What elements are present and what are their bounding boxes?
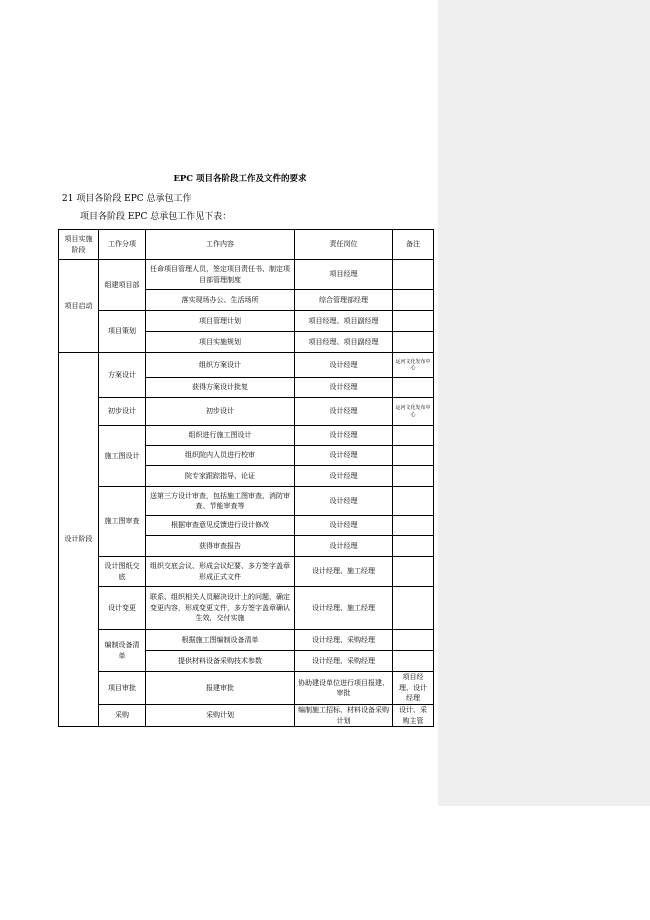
subitem-cell: 项目策划 [99, 311, 146, 353]
role-cell: 综合管理部经理 [295, 290, 393, 311]
content-cell: 初步设计 [146, 398, 295, 426]
role-cell: 项目经理、项目副经理 [295, 311, 393, 332]
table-row [59, 630, 434, 651]
content-cell: 任命项目管理人员，签定项目责任书、制定项目部管理制度 [146, 260, 295, 290]
table-header-row [59, 230, 434, 260]
content-cell: 院专家跟踪指导、论证 [146, 466, 295, 487]
document-title: EPC 项目各阶段工作及文件的要求 [173, 174, 307, 184]
content-cell: 提供材料设备采购技术参数 [146, 651, 295, 672]
role-cell: 设计经理、施工经理 [295, 587, 393, 630]
subitem-cell: 采购计划 [146, 705, 295, 727]
role-cell: 设计经理、施工经理 [295, 557, 393, 587]
subitem-cell: 设计图纸交底 [99, 557, 146, 587]
header-stage: 项目实施阶段 [59, 230, 99, 260]
remark-cell [393, 378, 434, 398]
remark-cell: 运河文化发布中心 [393, 398, 434, 426]
remark-cell: 运河文化发布中心 [393, 353, 434, 378]
remark-cell [393, 446, 434, 466]
role-cell: 项目经理、设计经理 [393, 672, 434, 705]
content-cell: 联系、组织相关人员解决设计上的问题，确定变更内容，形成变更文件，多方签字盖章确认生效，交付实施 [146, 587, 295, 630]
remark-cell [393, 332, 434, 353]
table-row [59, 353, 434, 378]
role-cell: 项目经理 [295, 260, 393, 290]
content-cell: 落实现场办公、生活场所 [146, 290, 295, 311]
remark-cell [393, 587, 434, 630]
remark-cell [393, 290, 434, 311]
subitem-cell: 初步设计 [99, 398, 146, 426]
subitem-cell: 编制设备清单 [99, 630, 146, 672]
content-cell: 获得方案设计批复 [146, 378, 295, 398]
content-cell: 组织交底会议、形成会议纪要、多方签字盖章形成正式文件 [146, 557, 295, 587]
header-remark: 备注 [393, 230, 434, 260]
subitem-cell: 报建审批 [146, 672, 295, 705]
role-cell: 项目经理、项目副经理 [295, 332, 393, 353]
section-heading: 21 项目各阶段 EPC 总承包工作 [62, 194, 192, 204]
table-row [59, 587, 434, 630]
content-cell: 组织方案设计 [146, 353, 295, 378]
role-cell: 设计经理 [295, 466, 393, 487]
content-cell: 项目管理计划 [146, 311, 295, 332]
remark-cell [393, 651, 434, 672]
subitem-cell: 设计变更 [99, 587, 146, 630]
table-row [59, 311, 434, 332]
content-cell: 根据审查意见反馈进行设计修改 [146, 516, 295, 536]
remark-cell [393, 516, 434, 536]
remark-cell [393, 487, 434, 516]
subitem-cell: 组建项目部 [99, 260, 146, 311]
content-cell: 协助建设单位进行项目报建、审批 [295, 672, 393, 705]
role-cell: 设计经理 [295, 516, 393, 536]
content-cell: 编制施工招标、材料设备采购计划 [295, 705, 393, 727]
role-cell: 设计经理 [295, 536, 393, 557]
remark-cell [393, 466, 434, 487]
header-content: 工作内容 [146, 230, 295, 260]
stage-cell: 采购 [99, 705, 146, 727]
content-cell: 组织进行施工图设计 [146, 426, 295, 446]
role-cell: 设计经理 [295, 426, 393, 446]
content-cell: 送第三方设计审查，包括施工图审查、消防审查、节能审查等 [146, 487, 295, 516]
stage-cell: 设计阶段 [59, 353, 99, 727]
table-row [59, 260, 434, 290]
intro-text: 项目各阶段 EPC 总承包工作见下表： [80, 212, 232, 222]
table-row [59, 398, 434, 426]
role-cell: 设计经理 [295, 487, 393, 516]
header-role: 责任岗位 [295, 230, 393, 260]
header-subitem: 工作分项 [99, 230, 146, 260]
role-cell: 设计经理 [295, 398, 393, 426]
remark-cell [393, 426, 434, 446]
remark-cell [393, 630, 434, 651]
role-cell: 设计经理、采购经理 [295, 651, 393, 672]
stage-cell: 项目审批 [99, 672, 146, 705]
stage-cell: 项目启动 [59, 260, 99, 353]
remark-cell [393, 260, 434, 290]
subitem-cell: 施工图设计 [99, 426, 146, 487]
subitem-cell: 施工图审查 [99, 487, 146, 557]
remark-cell [393, 536, 434, 557]
table-row [59, 487, 434, 516]
table-row [59, 705, 434, 727]
epc-work-table [58, 229, 434, 727]
role-cell: 设计经理 [295, 353, 393, 378]
role-cell: 设计经理、采购经理 [295, 630, 393, 651]
role-cell: 设计、采购主管 [393, 705, 434, 727]
role-cell: 设计经理 [295, 378, 393, 398]
comment-sidebar [438, 0, 650, 806]
table-row [59, 672, 434, 705]
remark-cell [393, 557, 434, 587]
content-cell: 根据施工图编制设备清单 [146, 630, 295, 651]
table-row [59, 426, 434, 446]
role-cell: 设计经理 [295, 446, 393, 466]
subitem-cell: 方案设计 [99, 353, 146, 398]
content-cell: 项目实施规划 [146, 332, 295, 353]
content-cell: 组织院内人员进行校审 [146, 446, 295, 466]
remark-cell [393, 311, 434, 332]
content-cell: 获得审查报告 [146, 536, 295, 557]
table-row [59, 557, 434, 587]
